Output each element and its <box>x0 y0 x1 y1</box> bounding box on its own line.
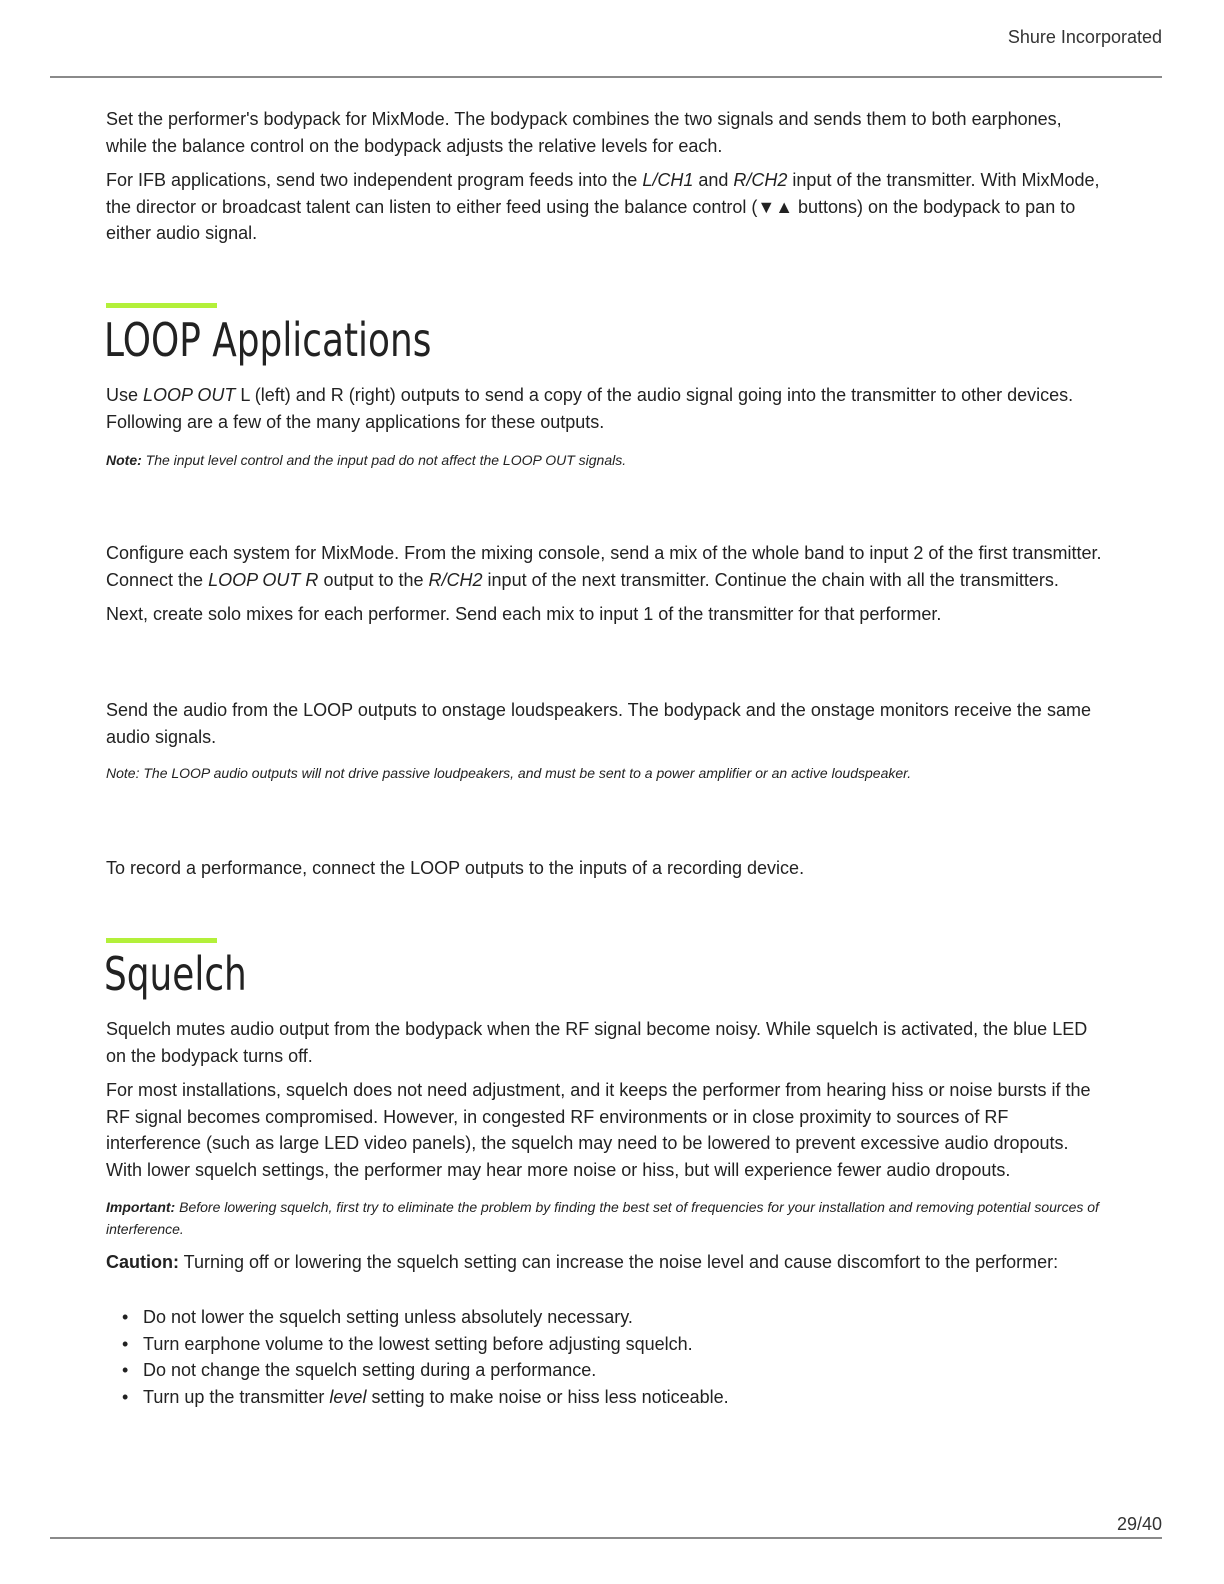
loop-solo-paragraph: Next, create solo mixes for each performer. Send each mix to input 1 of the transmitter for that performer. <box>106 604 942 624</box>
footer-divider <box>50 1537 1162 1539</box>
page-number: 29/40 <box>1116 1514 1162 1534</box>
header-company-name: Shure Incorporated <box>1007 27 1162 47</box>
loop-chain-paragraph: Configure each system for MixMode. From the mixing console, send a mix of the whole band to input 2 of the first transmitter. Connect the LOOP OUT R output to the R/CH2 input of the next transmitter. Continue the chain with all the transmitters. <box>106 543 1102 590</box>
loop-record-section <box>106 855 1106 882</box>
mixmode-paragraph-2: For IFB applications, send two independent program feeds into the L/CH1 and R/CH2 input of the transmitter. With MixMode, the director or broadcast talent can listen to either feed using the balance control (▼▲ buttons) on the bodypack to pan to either audio signal. <box>106 170 1100 243</box>
mixmode-paragraph-1: Set the performer's bodypack for MixMode. The bodypack combines the two signals and sends them to both earphones, while the balance control on the bodypack adjusts the relative levels for each. <box>106 109 1062 156</box>
loop-heading-accent-bar <box>106 303 217 308</box>
loop-note: Note: The input level control and the input pad do not affect the LOOP OUT signals. <box>106 452 627 468</box>
squelch-caution-list <box>106 1304 729 1410</box>
loop-monitors-note: Note: The LOOP audio outputs will not drive passive loudpeakers, and must be sent to a power amplifier or an active loudspeaker. <box>106 765 912 781</box>
mixmode-section <box>106 106 1106 247</box>
header-divider <box>50 76 1162 78</box>
squelch-paragraph-2: For most installations, squelch does not need adjustment, and it keeps the performer from hearing hiss or noise bursts if the RF signal becomes compromised. However, in congested RF environments or in close proximity to sources of RF interference (such as large LED video panels), the squelch may need to be lowered to prevent excessive audio dropouts. With lower squelch settings, the performer may hear more noise or hiss, but will experience fewer audio dropouts. <box>106 1080 1091 1180</box>
loop-intro-paragraph: Use LOOP OUT L (left) and R (right) outputs to send a copy of the audio signal going into the transmitter to other devices. Following are a few of the many applications for these outputs. <box>106 385 1074 432</box>
loop-monitors-section <box>106 697 1106 784</box>
loop-intro <box>106 382 1106 471</box>
squelch-important-note: Important: Before lowering squelch, first try to eliminate the problem by finding the best set of frequencies for your installation and removing potential sources of interference. <box>106 1199 1099 1237</box>
loop-monitors-paragraph: Send the audio from the LOOP outputs to onstage loudspeakers. The bodypack and the onstage monitors receive the same audio signals. <box>106 700 1091 747</box>
squelch-section <box>106 1016 1106 1276</box>
list-item: • Turn earphone volume to the lowest setting before adjusting squelch. <box>106 1331 729 1358</box>
list-item: • Do not change the squelch setting during a performance. <box>106 1357 729 1384</box>
squelch-heading: Squelch <box>104 947 247 1001</box>
loop-record-paragraph: To record a performance, connect the LOOP outputs to the inputs of a recording device. <box>106 858 805 878</box>
loop-chain-section <box>106 540 1106 628</box>
loop-applications-heading: LOOP Applications <box>104 313 432 367</box>
squelch-heading-accent-bar <box>106 938 217 943</box>
squelch-paragraph-1: Squelch mutes audio output from the bodypack when the RF signal become noisy. While squelch is activated, the blue LED on the bodypack turns off. <box>106 1019 1088 1066</box>
list-item: • Turn up the transmitter level setting to make noise or hiss less noticeable. <box>106 1384 729 1411</box>
squelch-caution: Caution: Turning off or lowering the squelch setting can increase the noise level and cause discomfort to the performer: <box>106 1252 1059 1272</box>
list-item: • Do not lower the squelch setting unless absolutely necessary. <box>106 1304 729 1331</box>
